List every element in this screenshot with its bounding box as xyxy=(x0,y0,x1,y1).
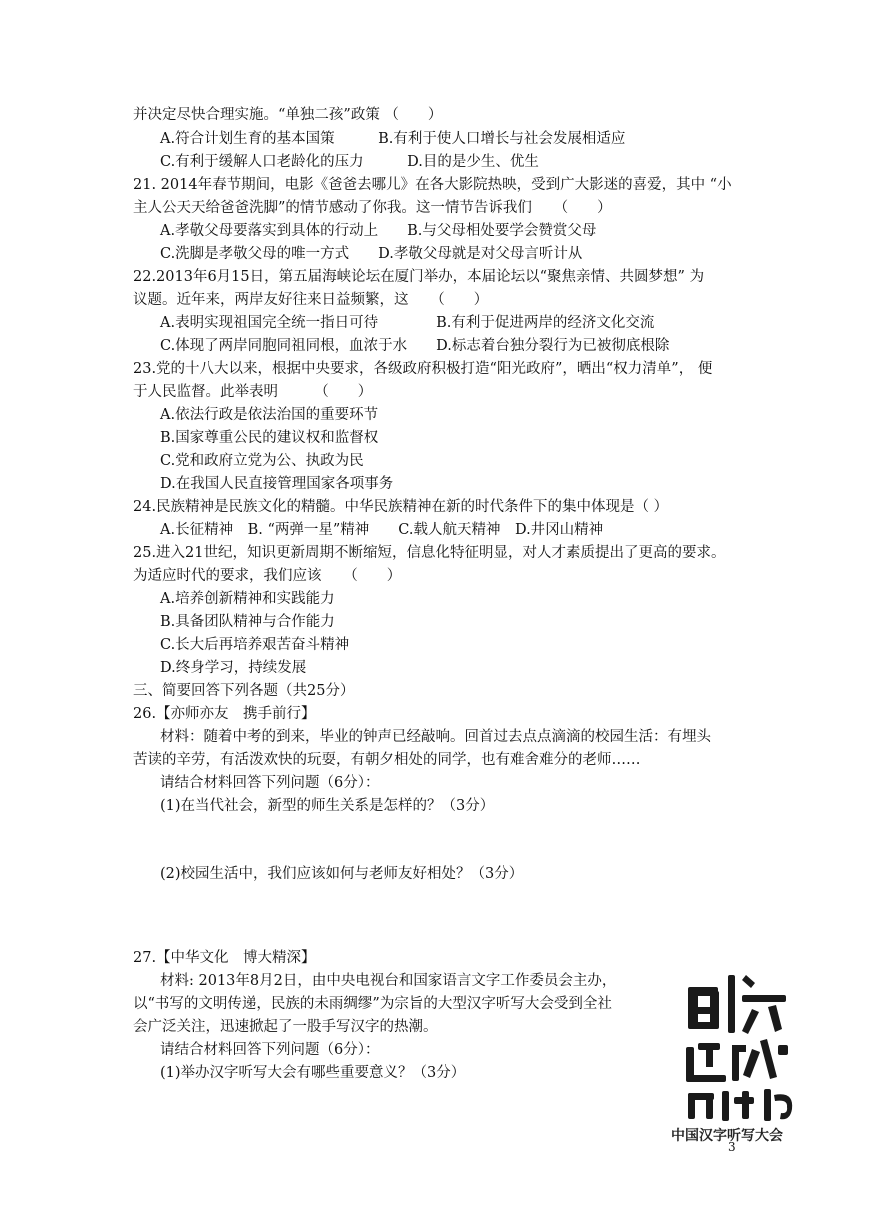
option-line: D.在我国人民直接管理国家各项事务 xyxy=(160,476,394,492)
question-23: 23.党的十八大以来，根据中央要求，各级政府积极打造“阳光政府”，晒出“权力清单”， 便 xyxy=(133,361,713,377)
text-line: 于人民监督。此举表明 （ ） xyxy=(133,384,373,400)
option-line: C.党和政府立党为公、执政为民 xyxy=(160,453,364,469)
option-line: C.体现了两岸同胞同祖同根，血浓于水 D.标志着台独分裂行为已被彻底根除 xyxy=(160,338,670,354)
option-line: B.具备团队精神与合作能力 xyxy=(160,614,335,630)
option-line: C.长大后再培养艰苦奋斗精神 xyxy=(160,637,350,653)
instruction-text: 请结合材料回答下列问题（6分）： xyxy=(160,1042,380,1058)
option-line: C.有利于缓解人口老龄化的压力 D.目的是少生、优生 xyxy=(160,154,539,170)
sub-question: (2)校园生活中，我们应该如何与老师友好相处？（3分） xyxy=(160,866,524,882)
question-21: 21. 2014年春节期间，电影《爸爸去哪儿》在各大影院热映，受到广大影迷的喜爱，其中 “小 xyxy=(133,177,732,193)
calligraphy-logo-icon xyxy=(668,965,818,1125)
question-27-title: 27.【中华文化 博大精深】 xyxy=(133,950,316,966)
option-line: A.长征精神 B. “两弹一星”精神 C.载人航天精神 D.井冈山精神 xyxy=(160,522,604,538)
material-text: 材料: 2013年8月2日，由中央电视台和国家语言文字工作委员会主办， xyxy=(160,973,617,989)
page-number: 3 xyxy=(728,1140,736,1154)
sub-question: (1)在当代社会，新型的师生关系是怎样的？（3分） xyxy=(160,798,495,814)
text-line: 并决定尽快合理实施。“单独二孩”政策 （ ） xyxy=(133,107,443,123)
question-22: 22.2013年6月15日，第五届海峡论坛在厦门举办，本届论坛以“聚焦亲情、共圆梦想” 为 xyxy=(133,269,705,285)
question-26-title: 26.【亦师亦友 携手前行】 xyxy=(133,706,316,722)
material-text: 以“书写的文明传递，民族的未雨绸缪”为宗旨的大型汉字听写大会受到全社 xyxy=(133,996,612,1012)
option-line: A.符合计划生育的基本国策 B.有利于使人口增长与社会发展相适应 xyxy=(160,131,626,147)
section-heading: 三、简要回答下列各题（共25分） xyxy=(133,683,355,699)
option-line: B.国家尊重公民的建议权和监督权 xyxy=(160,430,379,446)
material-text: 会广泛关注，迅速掀起了一股手写汉字的热潮。 xyxy=(133,1019,438,1035)
material-text: 材料：随着中考的到来，毕业的钟声已经敲响。回首过去点点滴滴的校园生活：有埋头 xyxy=(160,729,711,745)
material-text: 苦读的辛劳，有活泼欢快的玩耍，有朝夕相处的同学，也有难舍难分的老师…… xyxy=(133,752,641,768)
text-line: 主人公天天给爸爸洗脚”的情节感动了你我。这一情节告诉我们 （ ） xyxy=(133,200,612,216)
dictation-contest-logo xyxy=(668,965,818,1145)
text-line: 议题。近年来，两岸友好往来日益频繁，这 （ ） xyxy=(133,292,489,308)
option-line: A.培养创新精神和实践能力 xyxy=(160,591,335,607)
option-line: A.孝敬父母要落实到具体的行动上 B.与父母相处要学会赞赏父母 xyxy=(160,223,597,239)
option-line: A.依法行政是依法治国的重要环节 xyxy=(160,407,379,423)
question-24: 24.民族精神是民族文化的精髓。中华民族精神在新的时代条件下的集中体现是（ ） xyxy=(133,499,669,515)
option-line: D.终身学习，持续发展 xyxy=(160,660,307,676)
option-line: C.洗脚是孝敬父母的唯一方式 D.孝敬父母就是对父母言听计从 xyxy=(160,246,583,262)
question-25: 25.进入21世纪，知识更新周期不断缩短，信息化特征明显，对人才素质提出了更高的要求。 xyxy=(133,545,726,561)
sub-question: (1)举办汉字听写大会有哪些重要意义？（3分） xyxy=(160,1065,466,1081)
instruction-text: 请结合材料回答下列问题（6分）： xyxy=(160,775,380,791)
option-line: A.表明实现祖国完全统一指日可待 B.有利于促进两岸的经济文化交流 xyxy=(160,315,655,331)
logo-caption: 中国汉字听写大会 xyxy=(671,1128,783,1144)
text-line: 为适应时代的要求，我们应该 （ ） xyxy=(133,568,402,584)
